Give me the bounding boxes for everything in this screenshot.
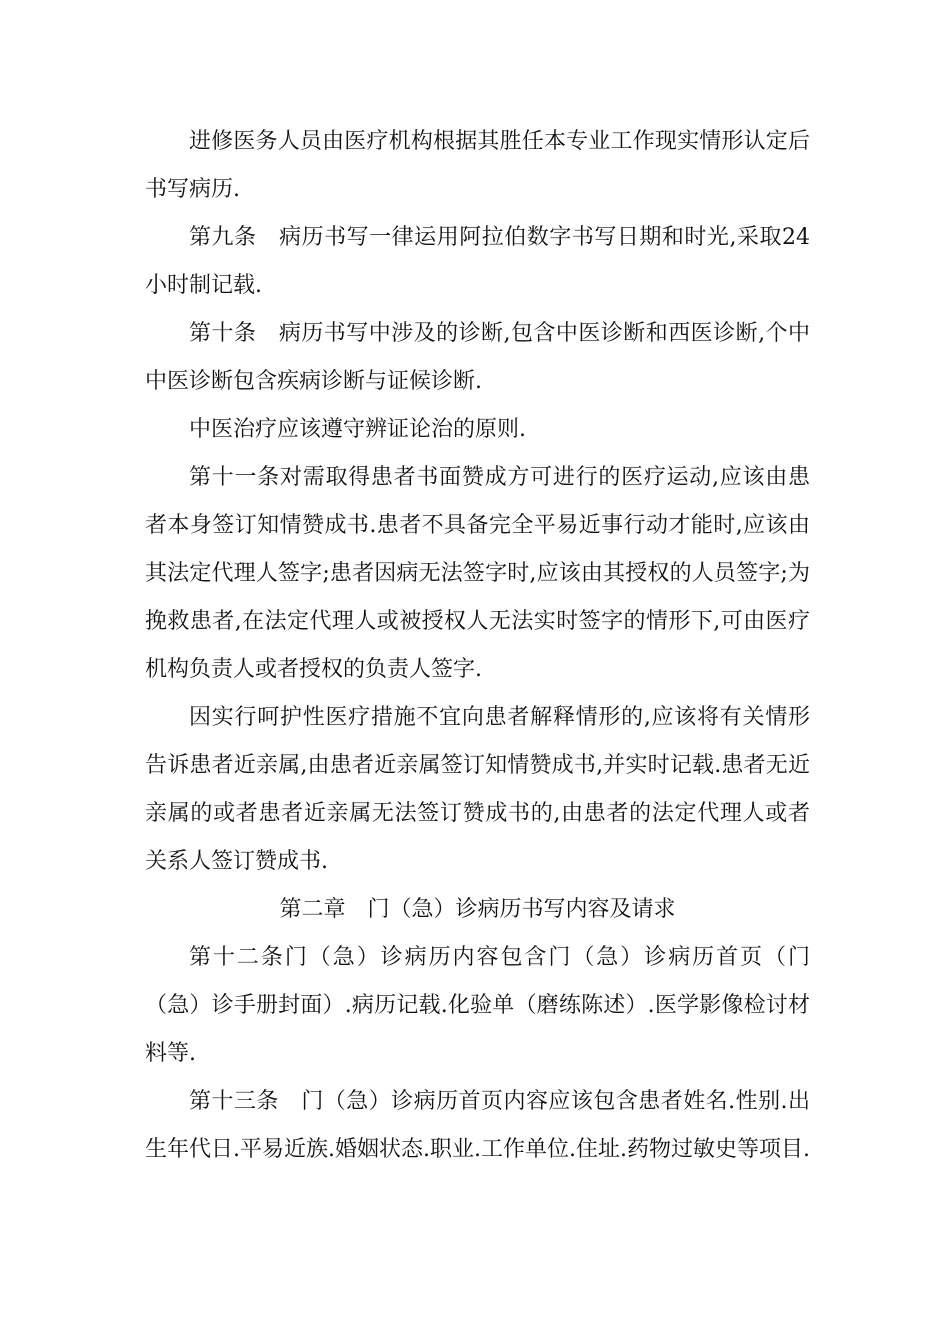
- chapter-heading: 第二章 门（急）诊病历书写内容及请求: [279, 897, 676, 922]
- document-body: [145, 118, 817, 1174]
- paragraph-tcm-principle: 中医治疗应该遵守辨证论治的原则.: [189, 417, 526, 442]
- paragraph-article-13: 第十三条 门（急）诊病历首页内容应该包含患者姓名.性别.出生年代日.平易近族.婚姻状态.职业.工作单位.住址.药物过敏史等项目.: [145, 1089, 810, 1162]
- paragraph-article-11: 第十一条对需取得患者书面赞成方可进行的医疗运动,应该由患者本身签订知情赞成书.患者不具备完全平易近事行动才能时,应该由其法定代理人签字;患者因病无法签字时,应该由其授权的人员签字;为挽救患者,在法定代理人或被授权人无法实时签字的情形下,可由医疗机构负责人或者授权的负责人签字.: [145, 465, 810, 682]
- paragraph-article-10: 第十条 病历书写中涉及的诊断,包含中医诊断和西医诊断,个中中医诊断包含疾病诊断与证候诊断.: [145, 321, 810, 394]
- paragraph-article-12: 第十二条门（急）诊病历内容包含门（急）诊病历首页（门（急）诊手册封面）.病历记载.化验单（磨练陈述）.医学影像检讨材料等.: [145, 945, 810, 1066]
- paragraph-trainee-records: 进修医务人员由医疗机构根据其胜任本专业工作现实情形认定后书写病历.: [145, 129, 810, 202]
- paragraph-protective-measures: 因实行呵护性医疗措施不宜向患者解释情形的,应该将有关情形告诉患者近亲属,由患者近亲属签订知情赞成书,并实时记载.患者无近亲属的或者患者近亲属无法签订赞成书的,由患者的法定代理人或者关系人签订赞成书.: [145, 705, 810, 874]
- paragraph-article-9: 第九条 病历书写一律运用阿拉伯数字书写日期和时光,采取24 小时制记载.: [145, 225, 817, 298]
